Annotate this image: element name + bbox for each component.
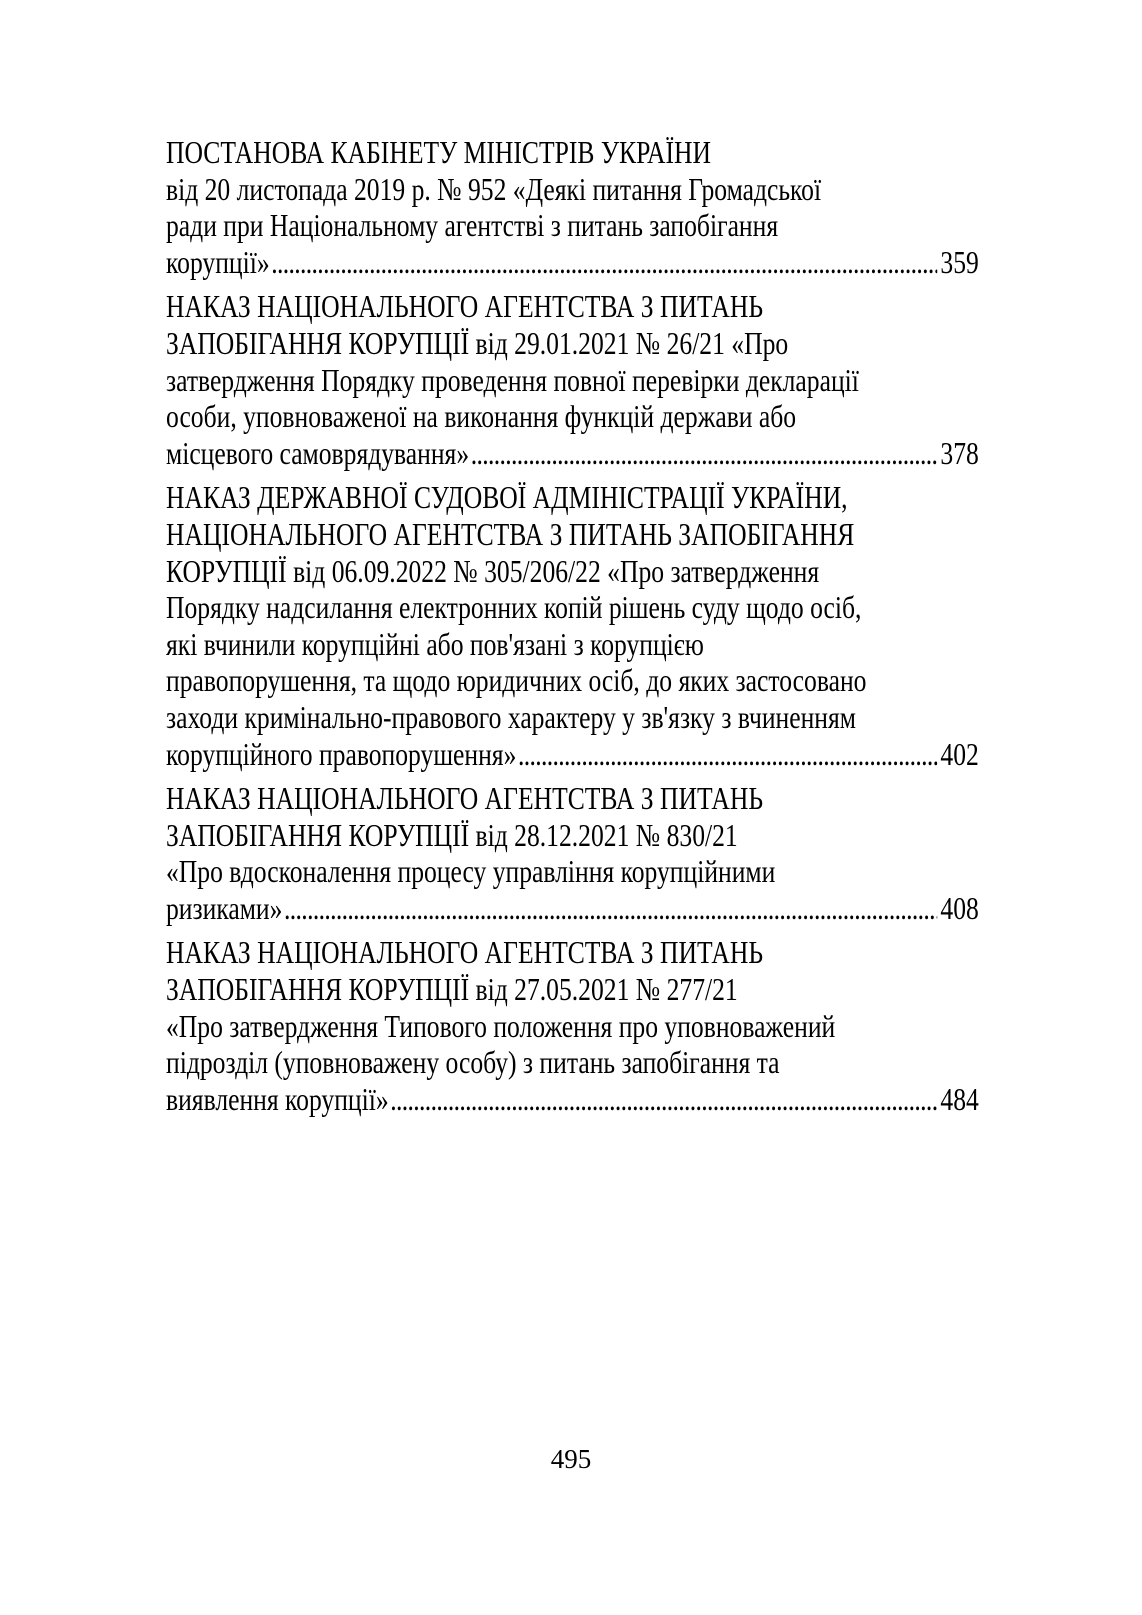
toc-page-number[interactable]: 378 [940, 434, 979, 471]
toc-entry[interactable] [166, 479, 979, 772]
toc-entry-line: підрозділ (уповноважену особу) з питань запобігання та [166, 1044, 780, 1081]
toc-entry-line: НАЦІОНАЛЬНОГО АГЕНТСТВА З ПИТАНЬ ЗАПОБІГАННЯ [166, 515, 855, 552]
toc-page-number[interactable]: 408 [940, 889, 979, 926]
toc-entry-line: ради при Національному агентстві з питань запобігання [166, 207, 779, 244]
table-of-contents [166, 134, 979, 1125]
toc-entry-line: «Про вдосконалення процесу управління корупційними [166, 853, 776, 890]
toc-entry-line: Порядку надсилання електронних копій рішень суду щодо осіб, [166, 589, 862, 626]
toc-entry-line: ЗАПОБІГАННЯ КОРУПЦІЇ від 27.05.2021 № 277/21 [166, 971, 738, 1008]
toc-entry-line: особи, уповноваженої на виконання функцій держави або [166, 398, 797, 435]
toc-entry-last-line [166, 736, 979, 773]
toc-page-number[interactable]: 484 [940, 1080, 979, 1117]
toc-entry-line: ЗАПОБІГАННЯ КОРУПЦІЇ від 29.01.2021 № 26/21 «Про [166, 324, 789, 361]
toc-entry-line: ризиками» [166, 889, 283, 926]
dot-leader [284, 890, 937, 927]
toc-entry-line: місцевого самоврядування» [166, 434, 470, 471]
toc-entry-line: НАКАЗ ДЕРЖАВНОЇ СУДОВОЇ АДМІНІСТРАЦІЇ УКРАЇНИ, [166, 479, 848, 516]
toc-entry-line: «Про затвердження Типового положення про уповноважений [166, 1007, 836, 1044]
page-number: 495 [550, 1444, 592, 1474]
toc-entry-last-line [166, 435, 979, 472]
toc-entry[interactable] [166, 780, 979, 926]
toc-entry-line: НАКАЗ НАЦІОНАЛЬНОГО АГЕНТСТВА З ПИТАНЬ [166, 934, 764, 971]
toc-page-number[interactable]: 402 [940, 735, 979, 772]
toc-entry-line: КОРУПЦІЇ від 06.09.2022 № 305/206/22 «Про затвердження [166, 552, 820, 589]
toc-entry-line: корупції» [166, 243, 270, 280]
toc-entry[interactable] [166, 934, 979, 1117]
toc-page-number[interactable]: 359 [940, 243, 979, 280]
toc-entry-last-line [166, 244, 979, 281]
dot-leader [518, 736, 937, 773]
toc-entry-line: ПОСТАНОВА КАБІНЕТУ МІНІСТРІВ УКРАЇНИ [166, 134, 712, 170]
toc-entry-last-line [166, 1081, 979, 1118]
toc-entry-line: заходи кримінально-правового характеру у зв'язку з вчиненням [166, 698, 856, 735]
toc-entry-line: НАКАЗ НАЦІОНАЛЬНОГО АГЕНТСТВА З ПИТАНЬ [166, 288, 764, 325]
toc-entry-line: ЗАПОБІГАННЯ КОРУПЦІЇ від 28.12.2021 № 830/21 [166, 816, 738, 853]
toc-entry-line: затвердження Порядку проведення повної перевірки декларації [166, 361, 859, 398]
dot-leader [390, 1081, 937, 1118]
toc-entry-last-line [166, 890, 979, 927]
toc-entry-line: НАКАЗ НАЦІОНАЛЬНОГО АГЕНТСТВА З ПИТАНЬ [166, 780, 764, 817]
toc-entry-line: корупційного правопорушення» [166, 735, 517, 772]
toc-entry-line: виявлення корупції» [166, 1080, 389, 1117]
toc-entry-line: правопорушення, та щодо юридичних осіб, до яких застосовано [166, 662, 867, 699]
toc-entry-line: які вчинили корупційні або пов'язані з корупцією [166, 625, 704, 662]
dot-leader [471, 435, 937, 472]
toc-entry[interactable] [166, 134, 979, 280]
toc-entry-line: від 20 листопада 2019 р. № 952 «Деякі питання Громадської [166, 170, 822, 207]
toc-entry[interactable] [166, 288, 979, 471]
dot-leader [271, 244, 937, 281]
